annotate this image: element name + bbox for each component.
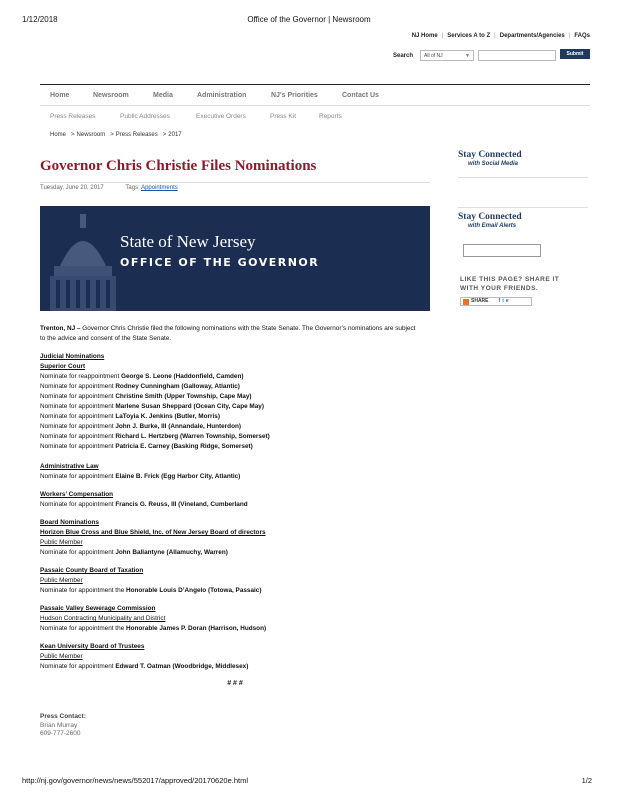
email-heading[interactable]: Stay Connected [458,212,522,222]
chevron-down-icon: ▼ [465,53,470,59]
list-item: Nominate for appointment Edward T. Oatman (Woodbridge, Middlesex) [40,663,249,670]
utility-link-departments[interactable]: Departments/Agencies [499,33,565,39]
banner-office-name: OFFICE OF THE GOVERNOR [120,256,320,269]
section-heading: Board Nominations [40,519,99,526]
list-item: Nominate for appointment the Honorable James P. Doran (Harrison, Hudson) [40,625,267,632]
section-board-nominations [40,518,420,558]
email-subheading[interactable]: with Email Alerts [468,223,517,229]
sidebar [458,150,588,229]
section-passaic-sewerage [40,604,420,634]
utility-link-faqs[interactable]: FAQs [574,33,590,39]
tags-label: Tags: [125,185,140,191]
utility-nav: NJ Home | Services A to Z | Departments/Agencies | FAQs [411,33,590,39]
section-heading: Judicial Nominations [40,353,105,360]
banner-state-name: State of New Jersey [120,232,256,251]
list-item: Nominate for appointment Rodney Cunningham (Galloway, Atlantic) [40,383,240,390]
subnav-public-addresses[interactable]: Public Addresses [120,113,170,120]
list-item: Nominate for appointment Richard L. Hertzberg (Warren Township, Somerset) [40,433,270,440]
search-scope-select[interactable]: All of NJ ▼ [420,50,474,61]
governor-banner [40,206,430,311]
article-date: Tuesday, June 20, 2017 [40,185,104,191]
list-item: Nominate for appointment Marlene Susan Sheppard (Ocean City, Cape May) [40,403,264,410]
list-item: Nominate for appointment John Ballantyne (Allamuchy, Warren) [40,549,228,556]
print-page-title: Office of the Governor | Newsroom [247,15,371,24]
press-contact-label: Press Contact: [40,713,86,720]
press-contact-name: Brian Murray [40,721,78,729]
section-subheading: Superior Court [40,363,86,370]
facebook-icon[interactable]: f [498,298,501,304]
email-icon[interactable]: e [505,298,509,304]
list-item: Nominate for appointment Patricia E. Carney (Basking Ridge, Somerset) [40,443,253,450]
breadcrumb: Home > Newsroom > Press Releases > 2017 [50,132,182,138]
subnav-press-kit[interactable]: Press Kit [270,113,297,120]
intro-text: Governor Chris Christie filed the following nominations with the State Senate. The Governor’s nominations are subject to the advice and consent of the State Senate. [40,325,416,342]
print-date: 1/12/2018 [22,15,58,24]
article-meta [40,185,178,191]
subnav-press-releases[interactable]: Press Releases [50,113,96,120]
article-intro [40,324,420,344]
print-page-number: 1/2 [581,776,592,785]
list-item: Nominate for appointment Francis G. Reuss, III (Vineland, Cumberland [40,501,248,508]
section-heading: Passaic Valley Sewerage Commission [40,605,156,612]
nav-media[interactable]: Media [153,92,173,99]
nav-administration[interactable]: Administration [197,92,247,99]
nav-contact[interactable]: Contact Us [342,92,379,99]
search-input[interactable] [478,50,556,61]
social-heading[interactable]: Stay Connected [458,150,522,160]
twitter-icon[interactable]: t [502,298,504,304]
breadcrumb-newsroom[interactable]: Newsroom [76,132,106,138]
subnav-reports[interactable]: Reports [319,113,342,120]
list-item: Nominate for appointment John J. Burke, III (Annandale, Hunterdon) [40,423,242,430]
email-alert-input[interactable] [463,244,541,257]
breadcrumb-home[interactable]: Home [50,132,67,138]
share-prompt: LIKE THIS PAGE? SHARE IT WITH YOUR FRIENDS. [460,276,560,292]
press-contact-phone: 609-777-2600 [40,730,81,737]
nav-priorities[interactable]: NJ's Priorities [271,92,318,99]
share-icon [463,299,469,305]
press-contact [40,713,86,739]
list-item: Nominate for appointment LaToyia K. Jenkins (Butler, Morris) [40,413,220,420]
search-label: Search [393,53,414,59]
capitol-dome-icon [40,206,130,311]
list-item: Nominate for appointment the Honorable Louis D’Angelo (Totowa, Passaic) [40,587,262,594]
dateline: Trenton, NJ – [40,325,81,332]
role-label: Public Member [40,577,83,584]
section-administrative-law [40,462,420,482]
utility-link-services[interactable]: Services A to Z [447,33,491,39]
divider [458,177,588,178]
breadcrumb-press-releases[interactable]: Press Releases [115,132,158,138]
end-mark: # # # [227,680,243,687]
section-heading: Kean University Board of Trustees [40,643,145,650]
search-submit-button[interactable]: Submit [560,49,590,59]
print-url: http://nj.gov/governor/news/news/552017/approved/20170620e.html [22,776,248,785]
breadcrumb-current: 2017 [168,132,182,138]
section-heading: Administrative Law [40,463,99,470]
role-label: Hudson Contracting Municipality and District [40,615,166,622]
section-heading: Passaic County Board of Taxation [40,567,144,574]
divider [40,182,430,183]
divider [458,207,588,208]
subnav-executive-orders[interactable]: Executive Orders [196,113,246,120]
section-workers-compensation [40,490,420,510]
section-kean-trustees [40,642,420,672]
section-heading: Workers’ Compensation [40,491,114,498]
nav-newsroom[interactable]: Newsroom [93,92,129,99]
section-judicial [40,352,420,452]
section-subheading: Horizon Blue Cross and Blue Shield, Inc. of New Jersey Board of directors [40,529,266,536]
role-label: Public Member [40,539,83,546]
share-button[interactable]: SHARE f t e [460,297,532,306]
role-label: Public Member [40,653,83,660]
social-subheading[interactable]: with Social Media [468,161,519,167]
list-item: Nominate for appointment Christine Smith (Upper Township, Cape May) [40,393,252,400]
utility-link-nj-home[interactable]: NJ Home [411,33,438,39]
list-item: Nominate for reappointment George S. Leone (Haddonfield, Camden) [40,373,244,380]
nav-home[interactable]: Home [50,92,70,99]
page-title: Governor Chris Christie Files Nominations [40,158,317,174]
tag-link-appointments[interactable]: Appointments [141,185,178,191]
list-item: Nominate for appointment Elaine B. Frick (Egg Harbor City, Atlantic) [40,473,241,480]
section-passaic-taxation [40,566,420,596]
main-nav [40,84,590,106]
